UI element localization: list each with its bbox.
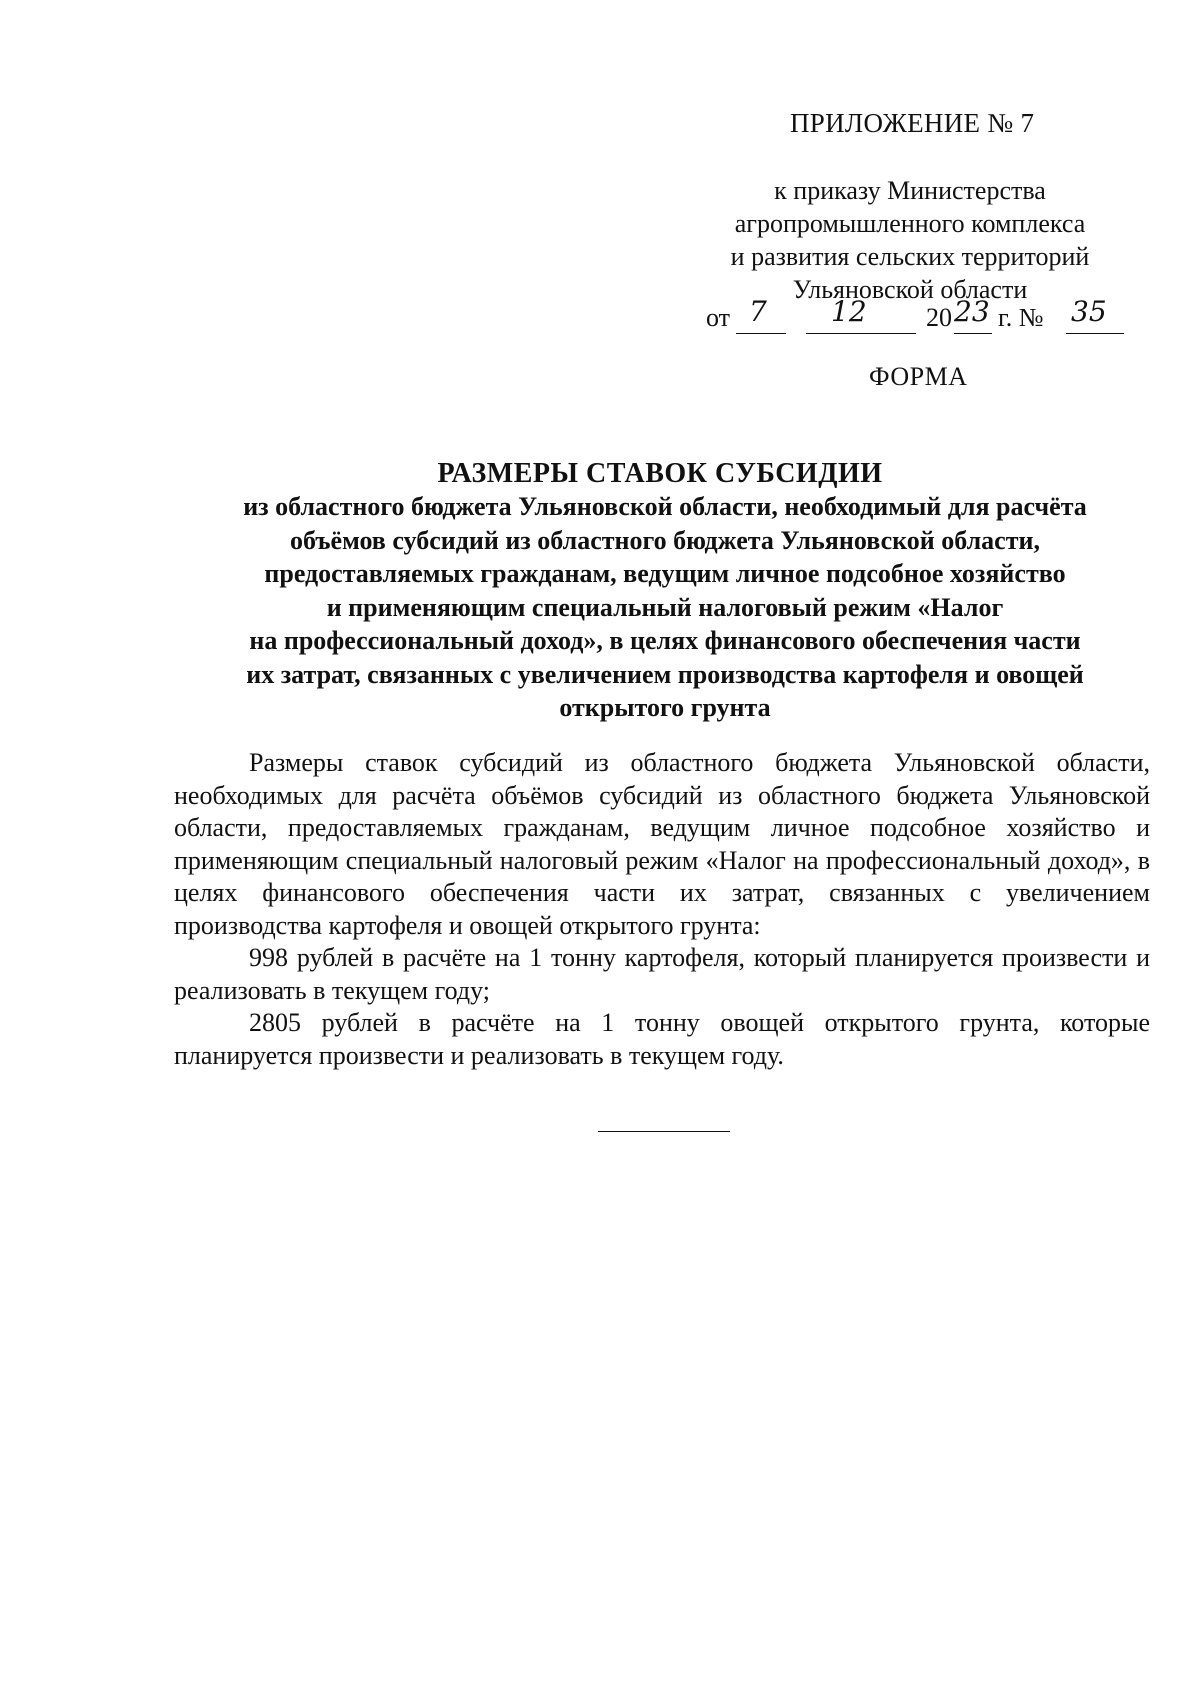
vegetable-rate-paragraph: 2805 рублей в расчёте на 1 тонну овощей открытого грунта, которые планируется произвести и реализовать в текущем году. [174,1008,1150,1070]
number-underline [1066,333,1124,334]
date-prefix: от [706,303,731,332]
handwritten-year: 23 [954,295,990,328]
order-line-1: к приказу Министерства [774,176,1046,205]
order-date-line [706,295,1136,339]
subtitle-line: объёмов субсидий из областного бюджета Ульяновской области, [290,525,1040,555]
year-underline [954,333,992,334]
handwritten-day: 7 [749,295,767,328]
subtitle-line: предоставляемых гражданам, ведущим личное подсобное хозяйство [264,559,1066,588]
intro-paragraph: Размеры ставок субсидий из областного бюджета Ульяновской области, необходимых для расчёта объёмов субсидий из областного бюджета Ульяновской области, предоставляемых гражданам, ведущим личное подсобное хозяйство и применяющим специальный налоговый режим «Налог на профессиональный доход», в целях финансового обеспечения части их затрат, связанных с увеличением производства картофеля и овощей открытого грунта: [174,748,1150,940]
subtitle-line: открытого грунта [559,693,771,722]
form-label: ФОРМА [869,362,968,391]
handwritten-number: 35 [1071,295,1107,328]
order-line-3: и развития сельских территорий [730,242,1090,271]
document-subtitle [180,490,1150,725]
document-title: РАЗМЕРЫ СТАВОК СУБСИДИИ [437,458,883,489]
subtitle-line: и применяющим специальный налоговый режим «Налог [326,592,1004,622]
year-prefix: 20 [926,303,952,332]
appendix-title: ПРИЛОЖЕНИЕ № 7 [790,108,1035,138]
order-line-2: агропромышленного комплекса [734,209,1086,238]
handwritten-month: 12 [831,295,867,328]
day-underline [736,333,786,334]
order-line-4: Ульяновской области [792,275,1028,304]
potato-rate-paragraph: 998 рублей в расчёте на 1 тонну картофеля, который планируется произвести и реализовать в текущем году; [174,943,1150,1005]
order-reference [700,174,1120,306]
number-label: г. № [998,303,1044,332]
month-underline [806,333,916,334]
subtitle-line: их затрат, связанных с увеличением производства картофеля и овощей [246,659,1084,689]
body-text [174,747,1150,1072]
end-divider [598,1131,730,1132]
subtitle-line: из областного бюджета Ульяновской области, необходимый для расчёта [243,492,1087,521]
subtitle-line: на профессиональный доход», в целях финансового обеспечения части [249,626,1081,655]
